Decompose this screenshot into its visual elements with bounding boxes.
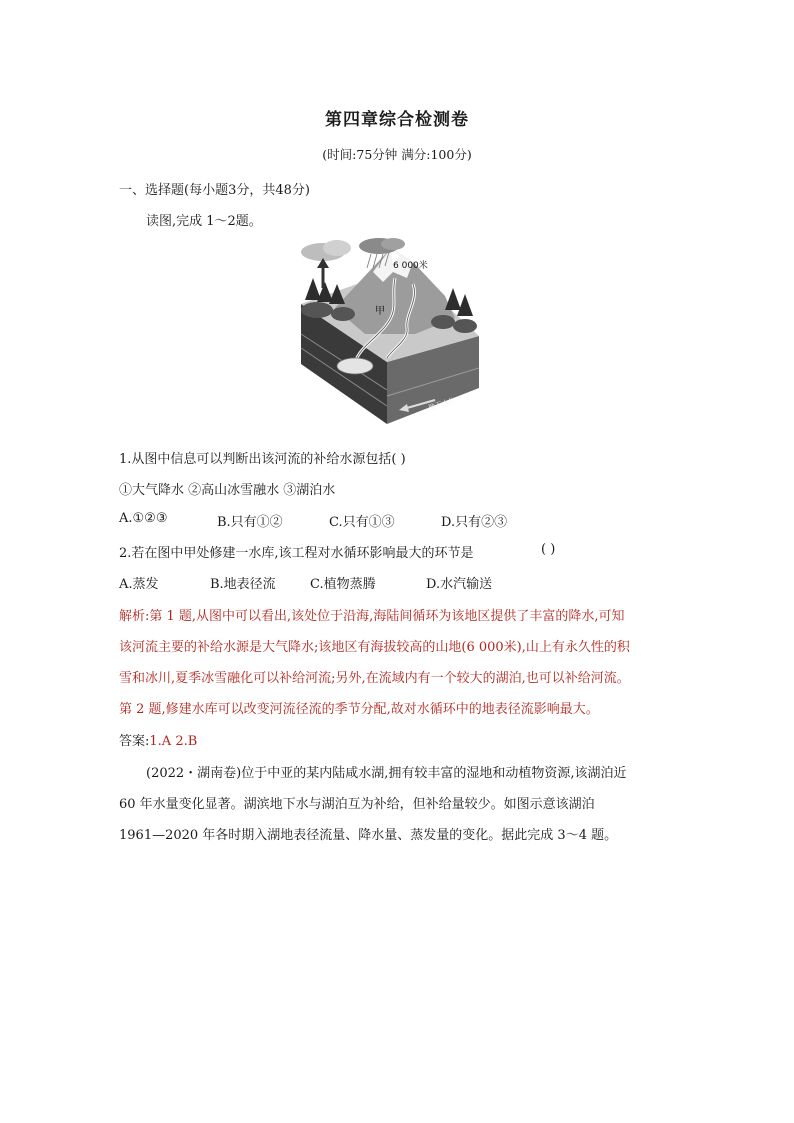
q2-option-b: B.地表径流	[210, 577, 276, 592]
section-heading: 一、选择题(每小题3分，共48分)	[119, 183, 310, 198]
question-2-paren: ( )	[541, 542, 556, 557]
page-title: 第四章综合检测卷	[325, 110, 469, 130]
answer-line	[119, 730, 197, 749]
groundwater-label: 地下水位	[427, 396, 457, 412]
passage-line: 60 年水量变化显著。湖滨地下水与湖泊互为补给，但补给量较少。如图示意该湖泊	[119, 797, 595, 812]
analysis-line: 解析:第 1 题,从图中可以看出,该处位于沿海,海陆间循环为该地区提供了丰富的降水,可知	[119, 609, 625, 624]
q1-option-d: D.只有②③	[441, 515, 508, 530]
reading-instruction: 读图,完成 1～2题。	[146, 214, 262, 229]
answer-label: 答案:	[119, 734, 150, 749]
answer-text: 1.A 2.B	[149, 734, 198, 749]
q1-option-c: C.只有①③	[329, 515, 395, 530]
question-1-stem: 1.从图中信息可以判断出该河流的补给水源包括( )	[119, 452, 406, 467]
q2-option-a: A.蒸发	[119, 577, 159, 592]
analysis-line: 雪和冰川,夏季冰雪融化可以补给河流;另外,在流域内有一个较大的湖泊,也可以补给河流。	[119, 671, 630, 686]
passage-line: 1961—2020 年各时期入湖地表径流量、降水量、蒸发量的变化。据此完成 3～4 题。	[119, 828, 618, 843]
q1-option-b: B.只有①②	[217, 515, 283, 530]
q2-option-c: C.植物蒸腾	[310, 577, 376, 592]
elevation-label: 6 000米	[393, 261, 428, 271]
place-jia-label: 甲	[375, 306, 385, 317]
analysis-line: 该河流主要的补给水源是大气降水;该地区有海拔较高的山地(6 000米),山上有永久性的积	[119, 640, 630, 655]
passage-line: (2022・湖南卷)位于中亚的某内陆咸水湖,拥有较丰富的湿地和动植物资源,该湖泊近	[146, 766, 627, 781]
q1-option-a: A.①②③	[119, 511, 168, 526]
analysis-line: 第 2 题,修建水库可以改变河流径流的季节分配,故对水循环中的地表径流影响最大。	[119, 702, 599, 717]
exam-time-score: (时间:75分钟 满分:100分)	[322, 147, 472, 162]
q2-option-d: D.水汽输送	[426, 577, 493, 592]
water-cycle-figure	[295, 238, 479, 424]
question-2-stem: 2.若在图中甲处修建一水库,该工程对水循环影响最大的环节是	[119, 546, 474, 561]
question-1-items: ①大气降水 ②高山冰雪融水 ③湖泊水	[119, 483, 336, 498]
